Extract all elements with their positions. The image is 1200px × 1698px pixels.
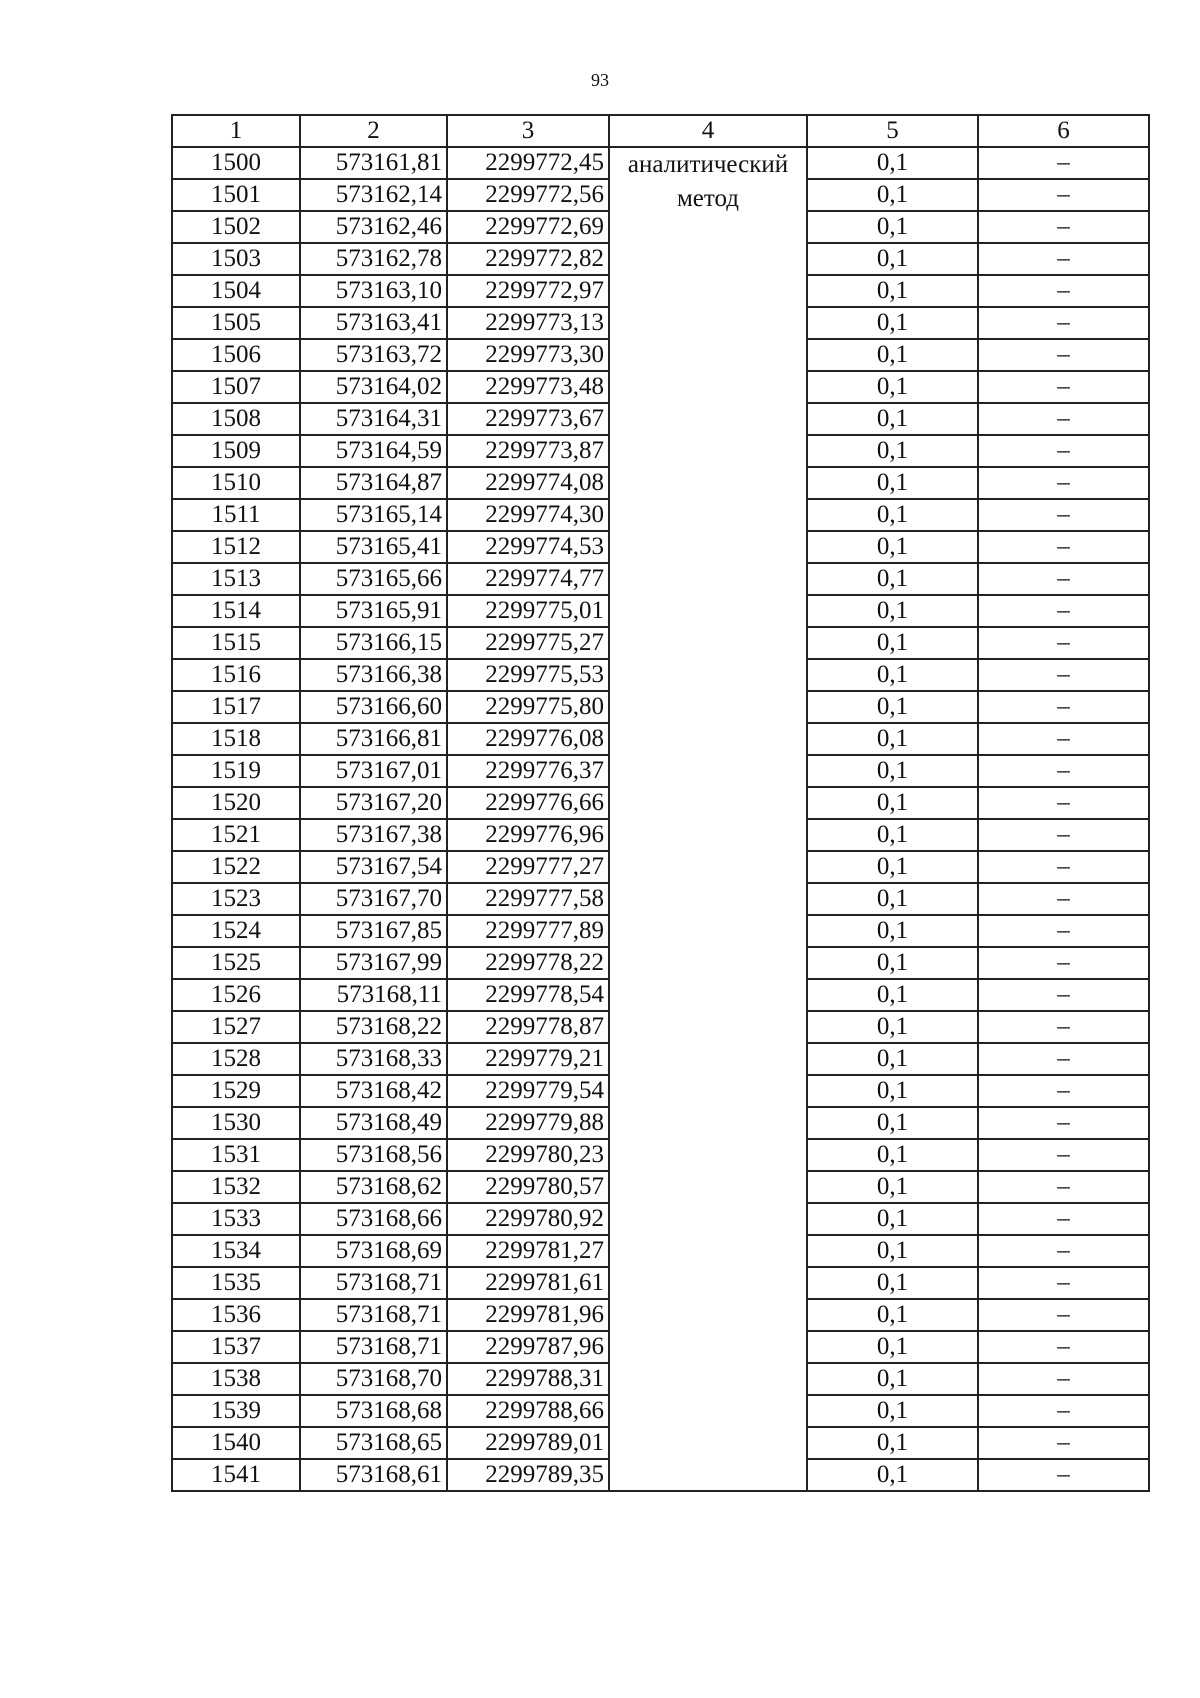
point-number-cell: 1520 (172, 787, 300, 819)
y-coordinate-cell: 2299778,87 (447, 1011, 609, 1043)
y-coordinate-cell: 2299779,88 (447, 1107, 609, 1139)
description-cell: – (978, 467, 1149, 499)
description-cell: – (978, 627, 1149, 659)
x-coordinate-cell: 573168,65 (300, 1427, 447, 1459)
accuracy-cell: 0,1 (807, 691, 978, 723)
x-coordinate-cell: 573164,02 (300, 371, 447, 403)
x-coordinate-cell: 573168,49 (300, 1107, 447, 1139)
y-coordinate-cell: 2299788,66 (447, 1395, 609, 1427)
point-number-cell: 1525 (172, 947, 300, 979)
description-cell: – (978, 1267, 1149, 1299)
x-coordinate-cell: 573168,61 (300, 1459, 447, 1491)
x-coordinate-cell: 573168,22 (300, 1011, 447, 1043)
description-cell: – (978, 435, 1149, 467)
point-number-cell: 1503 (172, 243, 300, 275)
accuracy-cell: 0,1 (807, 1331, 978, 1363)
x-coordinate-cell: 573168,42 (300, 1075, 447, 1107)
description-cell: – (978, 1331, 1149, 1363)
point-number-cell: 1512 (172, 531, 300, 563)
description-cell: – (978, 947, 1149, 979)
accuracy-cell: 0,1 (807, 179, 978, 211)
y-coordinate-cell: 2299788,31 (447, 1363, 609, 1395)
y-coordinate-cell: 2299779,21 (447, 1043, 609, 1075)
x-coordinate-cell: 573168,71 (300, 1267, 447, 1299)
description-cell: – (978, 1459, 1149, 1491)
y-coordinate-cell: 2299772,97 (447, 275, 609, 307)
x-coordinate-cell: 573165,41 (300, 531, 447, 563)
accuracy-cell: 0,1 (807, 1139, 978, 1171)
point-number-cell: 1507 (172, 371, 300, 403)
accuracy-cell: 0,1 (807, 627, 978, 659)
x-coordinate-cell: 573164,87 (300, 467, 447, 499)
point-number-cell: 1500 (172, 147, 300, 179)
method-line: аналитический (627, 151, 789, 178)
point-number-cell: 1531 (172, 1139, 300, 1171)
accuracy-cell: 0,1 (807, 915, 978, 947)
x-coordinate-cell: 573168,68 (300, 1395, 447, 1427)
header-cell-4: 4 (609, 115, 807, 147)
description-cell: – (978, 691, 1149, 723)
y-coordinate-cell: 2299780,92 (447, 1203, 609, 1235)
point-number-cell: 1510 (172, 467, 300, 499)
y-coordinate-cell: 2299772,45 (447, 147, 609, 179)
point-number-cell: 1511 (172, 499, 300, 531)
accuracy-cell: 0,1 (807, 595, 978, 627)
description-cell: – (978, 1011, 1149, 1043)
accuracy-cell: 0,1 (807, 243, 978, 275)
x-coordinate-cell: 573168,71 (300, 1299, 447, 1331)
point-number-cell: 1536 (172, 1299, 300, 1331)
x-coordinate-cell: 573167,99 (300, 947, 447, 979)
description-cell: – (978, 1171, 1149, 1203)
x-coordinate-cell: 573163,72 (300, 339, 447, 371)
y-coordinate-cell: 2299773,13 (447, 307, 609, 339)
accuracy-cell: 0,1 (807, 1299, 978, 1331)
x-coordinate-cell: 573167,85 (300, 915, 447, 947)
point-number-cell: 1514 (172, 595, 300, 627)
x-coordinate-cell: 573162,14 (300, 179, 447, 211)
y-coordinate-cell: 2299774,77 (447, 563, 609, 595)
x-coordinate-cell: 573167,38 (300, 819, 447, 851)
x-coordinate-cell: 573166,81 (300, 723, 447, 755)
accuracy-cell: 0,1 (807, 755, 978, 787)
accuracy-cell: 0,1 (807, 1459, 978, 1491)
description-cell: – (978, 147, 1149, 179)
method-line: метод (676, 185, 739, 212)
y-coordinate-cell: 2299787,96 (447, 1331, 609, 1363)
accuracy-cell: 0,1 (807, 723, 978, 755)
y-coordinate-cell: 2299776,08 (447, 723, 609, 755)
description-cell: – (978, 211, 1149, 243)
point-number-cell: 1534 (172, 1235, 300, 1267)
y-coordinate-cell: 2299781,27 (447, 1235, 609, 1267)
y-coordinate-cell: 2299774,53 (447, 531, 609, 563)
x-coordinate-cell: 573165,14 (300, 499, 447, 531)
accuracy-cell: 0,1 (807, 819, 978, 851)
point-number-cell: 1517 (172, 691, 300, 723)
y-coordinate-cell: 2299776,66 (447, 787, 609, 819)
x-coordinate-cell: 573161,81 (300, 147, 447, 179)
point-number-cell: 1537 (172, 1331, 300, 1363)
point-number-cell: 1515 (172, 627, 300, 659)
accuracy-cell: 0,1 (807, 339, 978, 371)
y-coordinate-cell: 2299776,37 (447, 755, 609, 787)
description-cell: – (978, 1299, 1149, 1331)
y-coordinate-cell: 2299778,54 (447, 979, 609, 1011)
y-coordinate-cell: 2299773,67 (447, 403, 609, 435)
y-coordinate-cell: 2299775,27 (447, 627, 609, 659)
x-coordinate-cell: 573163,10 (300, 275, 447, 307)
point-number-cell: 1539 (172, 1395, 300, 1427)
point-number-cell: 1541 (172, 1459, 300, 1491)
header-cell-6: 6 (978, 115, 1149, 147)
y-coordinate-cell: 2299774,08 (447, 467, 609, 499)
y-coordinate-cell: 2299775,53 (447, 659, 609, 691)
x-coordinate-cell: 573168,56 (300, 1139, 447, 1171)
description-cell: – (978, 659, 1149, 691)
point-number-cell: 1532 (172, 1171, 300, 1203)
description-cell: – (978, 851, 1149, 883)
point-number-cell: 1523 (172, 883, 300, 915)
accuracy-cell: 0,1 (807, 499, 978, 531)
description-cell: – (978, 531, 1149, 563)
y-coordinate-cell: 2299773,87 (447, 435, 609, 467)
y-coordinate-cell: 2299775,80 (447, 691, 609, 723)
x-coordinate-cell: 573166,60 (300, 691, 447, 723)
description-cell: – (978, 1075, 1149, 1107)
accuracy-cell: 0,1 (807, 1363, 978, 1395)
point-number-cell: 1535 (172, 1267, 300, 1299)
y-coordinate-cell: 2299780,57 (447, 1171, 609, 1203)
accuracy-cell: 0,1 (807, 1075, 978, 1107)
y-coordinate-cell: 2299775,01 (447, 595, 609, 627)
x-coordinate-cell: 573165,66 (300, 563, 447, 595)
accuracy-cell: 0,1 (807, 307, 978, 339)
x-coordinate-cell: 573164,59 (300, 435, 447, 467)
description-cell: – (978, 371, 1149, 403)
y-coordinate-cell: 2299776,96 (447, 819, 609, 851)
accuracy-cell: 0,1 (807, 883, 978, 915)
header-cell-3: 3 (447, 115, 609, 147)
method-cell (609, 147, 807, 1491)
description-cell: – (978, 723, 1149, 755)
description-cell: – (978, 1395, 1149, 1427)
description-cell: – (978, 1427, 1149, 1459)
x-coordinate-cell: 573168,66 (300, 1203, 447, 1235)
x-coordinate-cell: 573168,33 (300, 1043, 447, 1075)
accuracy-cell: 0,1 (807, 1395, 978, 1427)
description-cell: – (978, 307, 1149, 339)
x-coordinate-cell: 573162,78 (300, 243, 447, 275)
description-cell: – (978, 1203, 1149, 1235)
point-number-cell: 1521 (172, 819, 300, 851)
y-coordinate-cell: 2299780,23 (447, 1139, 609, 1171)
header-cell-2: 2 (300, 115, 447, 147)
description-cell: – (978, 275, 1149, 307)
y-coordinate-cell: 2299777,89 (447, 915, 609, 947)
description-cell: – (978, 819, 1149, 851)
point-number-cell: 1524 (172, 915, 300, 947)
x-coordinate-cell: 573168,71 (300, 1331, 447, 1363)
x-coordinate-cell: 573167,70 (300, 883, 447, 915)
y-coordinate-cell: 2299781,96 (447, 1299, 609, 1331)
x-coordinate-cell: 573167,01 (300, 755, 447, 787)
y-coordinate-cell: 2299773,30 (447, 339, 609, 371)
page-number: 93 (591, 70, 609, 90)
header-row (172, 115, 1149, 147)
table-row (172, 147, 1149, 179)
x-coordinate-cell: 573162,46 (300, 211, 447, 243)
point-number-cell: 1519 (172, 755, 300, 787)
accuracy-cell: 0,1 (807, 1203, 978, 1235)
point-number-cell: 1504 (172, 275, 300, 307)
accuracy-cell: 0,1 (807, 467, 978, 499)
accuracy-cell: 0,1 (807, 531, 978, 563)
accuracy-cell: 0,1 (807, 371, 978, 403)
point-number-cell: 1530 (172, 1107, 300, 1139)
table-body (172, 147, 1149, 1491)
description-cell: – (978, 499, 1149, 531)
y-coordinate-cell: 2299773,48 (447, 371, 609, 403)
point-number-cell: 1522 (172, 851, 300, 883)
point-number-cell: 1527 (172, 1011, 300, 1043)
description-cell: – (978, 339, 1149, 371)
y-coordinate-cell: 2299777,58 (447, 883, 609, 915)
header-cell-5: 5 (807, 115, 978, 147)
x-coordinate-cell: 573167,54 (300, 851, 447, 883)
point-number-cell: 1533 (172, 1203, 300, 1235)
description-cell: – (978, 595, 1149, 627)
accuracy-cell: 0,1 (807, 147, 978, 179)
y-coordinate-cell: 2299778,22 (447, 947, 609, 979)
header-cell-1: 1 (172, 115, 300, 147)
accuracy-cell: 0,1 (807, 1267, 978, 1299)
y-coordinate-cell: 2299779,54 (447, 1075, 609, 1107)
point-number-cell: 1538 (172, 1363, 300, 1395)
accuracy-cell: 0,1 (807, 435, 978, 467)
x-coordinate-cell: 573168,70 (300, 1363, 447, 1395)
y-coordinate-cell: 2299772,56 (447, 179, 609, 211)
x-coordinate-cell: 573165,91 (300, 595, 447, 627)
x-coordinate-cell: 573163,41 (300, 307, 447, 339)
accuracy-cell: 0,1 (807, 851, 978, 883)
x-coordinate-cell: 573167,20 (300, 787, 447, 819)
y-coordinate-cell: 2299774,30 (447, 499, 609, 531)
description-cell: – (978, 915, 1149, 947)
x-coordinate-cell: 573166,15 (300, 627, 447, 659)
coordinates-table (171, 114, 1150, 1492)
accuracy-cell: 0,1 (807, 275, 978, 307)
point-number-cell: 1509 (172, 435, 300, 467)
y-coordinate-cell: 2299781,61 (447, 1267, 609, 1299)
description-cell: – (978, 979, 1149, 1011)
y-coordinate-cell: 2299789,01 (447, 1427, 609, 1459)
y-coordinate-cell: 2299772,82 (447, 243, 609, 275)
accuracy-cell: 0,1 (807, 1427, 978, 1459)
description-cell: – (978, 1107, 1149, 1139)
point-number-cell: 1516 (172, 659, 300, 691)
description-cell: – (978, 755, 1149, 787)
point-number-cell: 1529 (172, 1075, 300, 1107)
x-coordinate-cell: 573168,69 (300, 1235, 447, 1267)
description-cell: – (978, 403, 1149, 435)
y-coordinate-cell: 2299772,69 (447, 211, 609, 243)
point-number-cell: 1540 (172, 1427, 300, 1459)
accuracy-cell: 0,1 (807, 787, 978, 819)
point-number-cell: 1513 (172, 563, 300, 595)
description-cell: – (978, 1363, 1149, 1395)
y-coordinate-cell: 2299789,35 (447, 1459, 609, 1491)
accuracy-cell: 0,1 (807, 947, 978, 979)
accuracy-cell: 0,1 (807, 1107, 978, 1139)
accuracy-cell: 0,1 (807, 563, 978, 595)
accuracy-cell: 0,1 (807, 1171, 978, 1203)
description-cell: – (978, 787, 1149, 819)
point-number-cell: 1505 (172, 307, 300, 339)
description-cell: – (978, 1043, 1149, 1075)
point-number-cell: 1528 (172, 1043, 300, 1075)
accuracy-cell: 0,1 (807, 1043, 978, 1075)
accuracy-cell: 0,1 (807, 1011, 978, 1043)
description-cell: – (978, 243, 1149, 275)
description-cell: – (978, 179, 1149, 211)
point-number-cell: 1501 (172, 179, 300, 211)
description-cell: – (978, 563, 1149, 595)
y-coordinate-cell: 2299777,27 (447, 851, 609, 883)
accuracy-cell: 0,1 (807, 1235, 978, 1267)
description-cell: – (978, 883, 1149, 915)
point-number-cell: 1502 (172, 211, 300, 243)
x-coordinate-cell: 573168,11 (300, 979, 447, 1011)
x-coordinate-cell: 573168,62 (300, 1171, 447, 1203)
description-cell: – (978, 1139, 1149, 1171)
accuracy-cell: 0,1 (807, 403, 978, 435)
accuracy-cell: 0,1 (807, 211, 978, 243)
point-number-cell: 1506 (172, 339, 300, 371)
point-number-cell: 1526 (172, 979, 300, 1011)
description-cell: – (978, 1235, 1149, 1267)
accuracy-cell: 0,1 (807, 979, 978, 1011)
x-coordinate-cell: 573166,38 (300, 659, 447, 691)
accuracy-cell: 0,1 (807, 659, 978, 691)
x-coordinate-cell: 573164,31 (300, 403, 447, 435)
point-number-cell: 1508 (172, 403, 300, 435)
point-number-cell: 1518 (172, 723, 300, 755)
